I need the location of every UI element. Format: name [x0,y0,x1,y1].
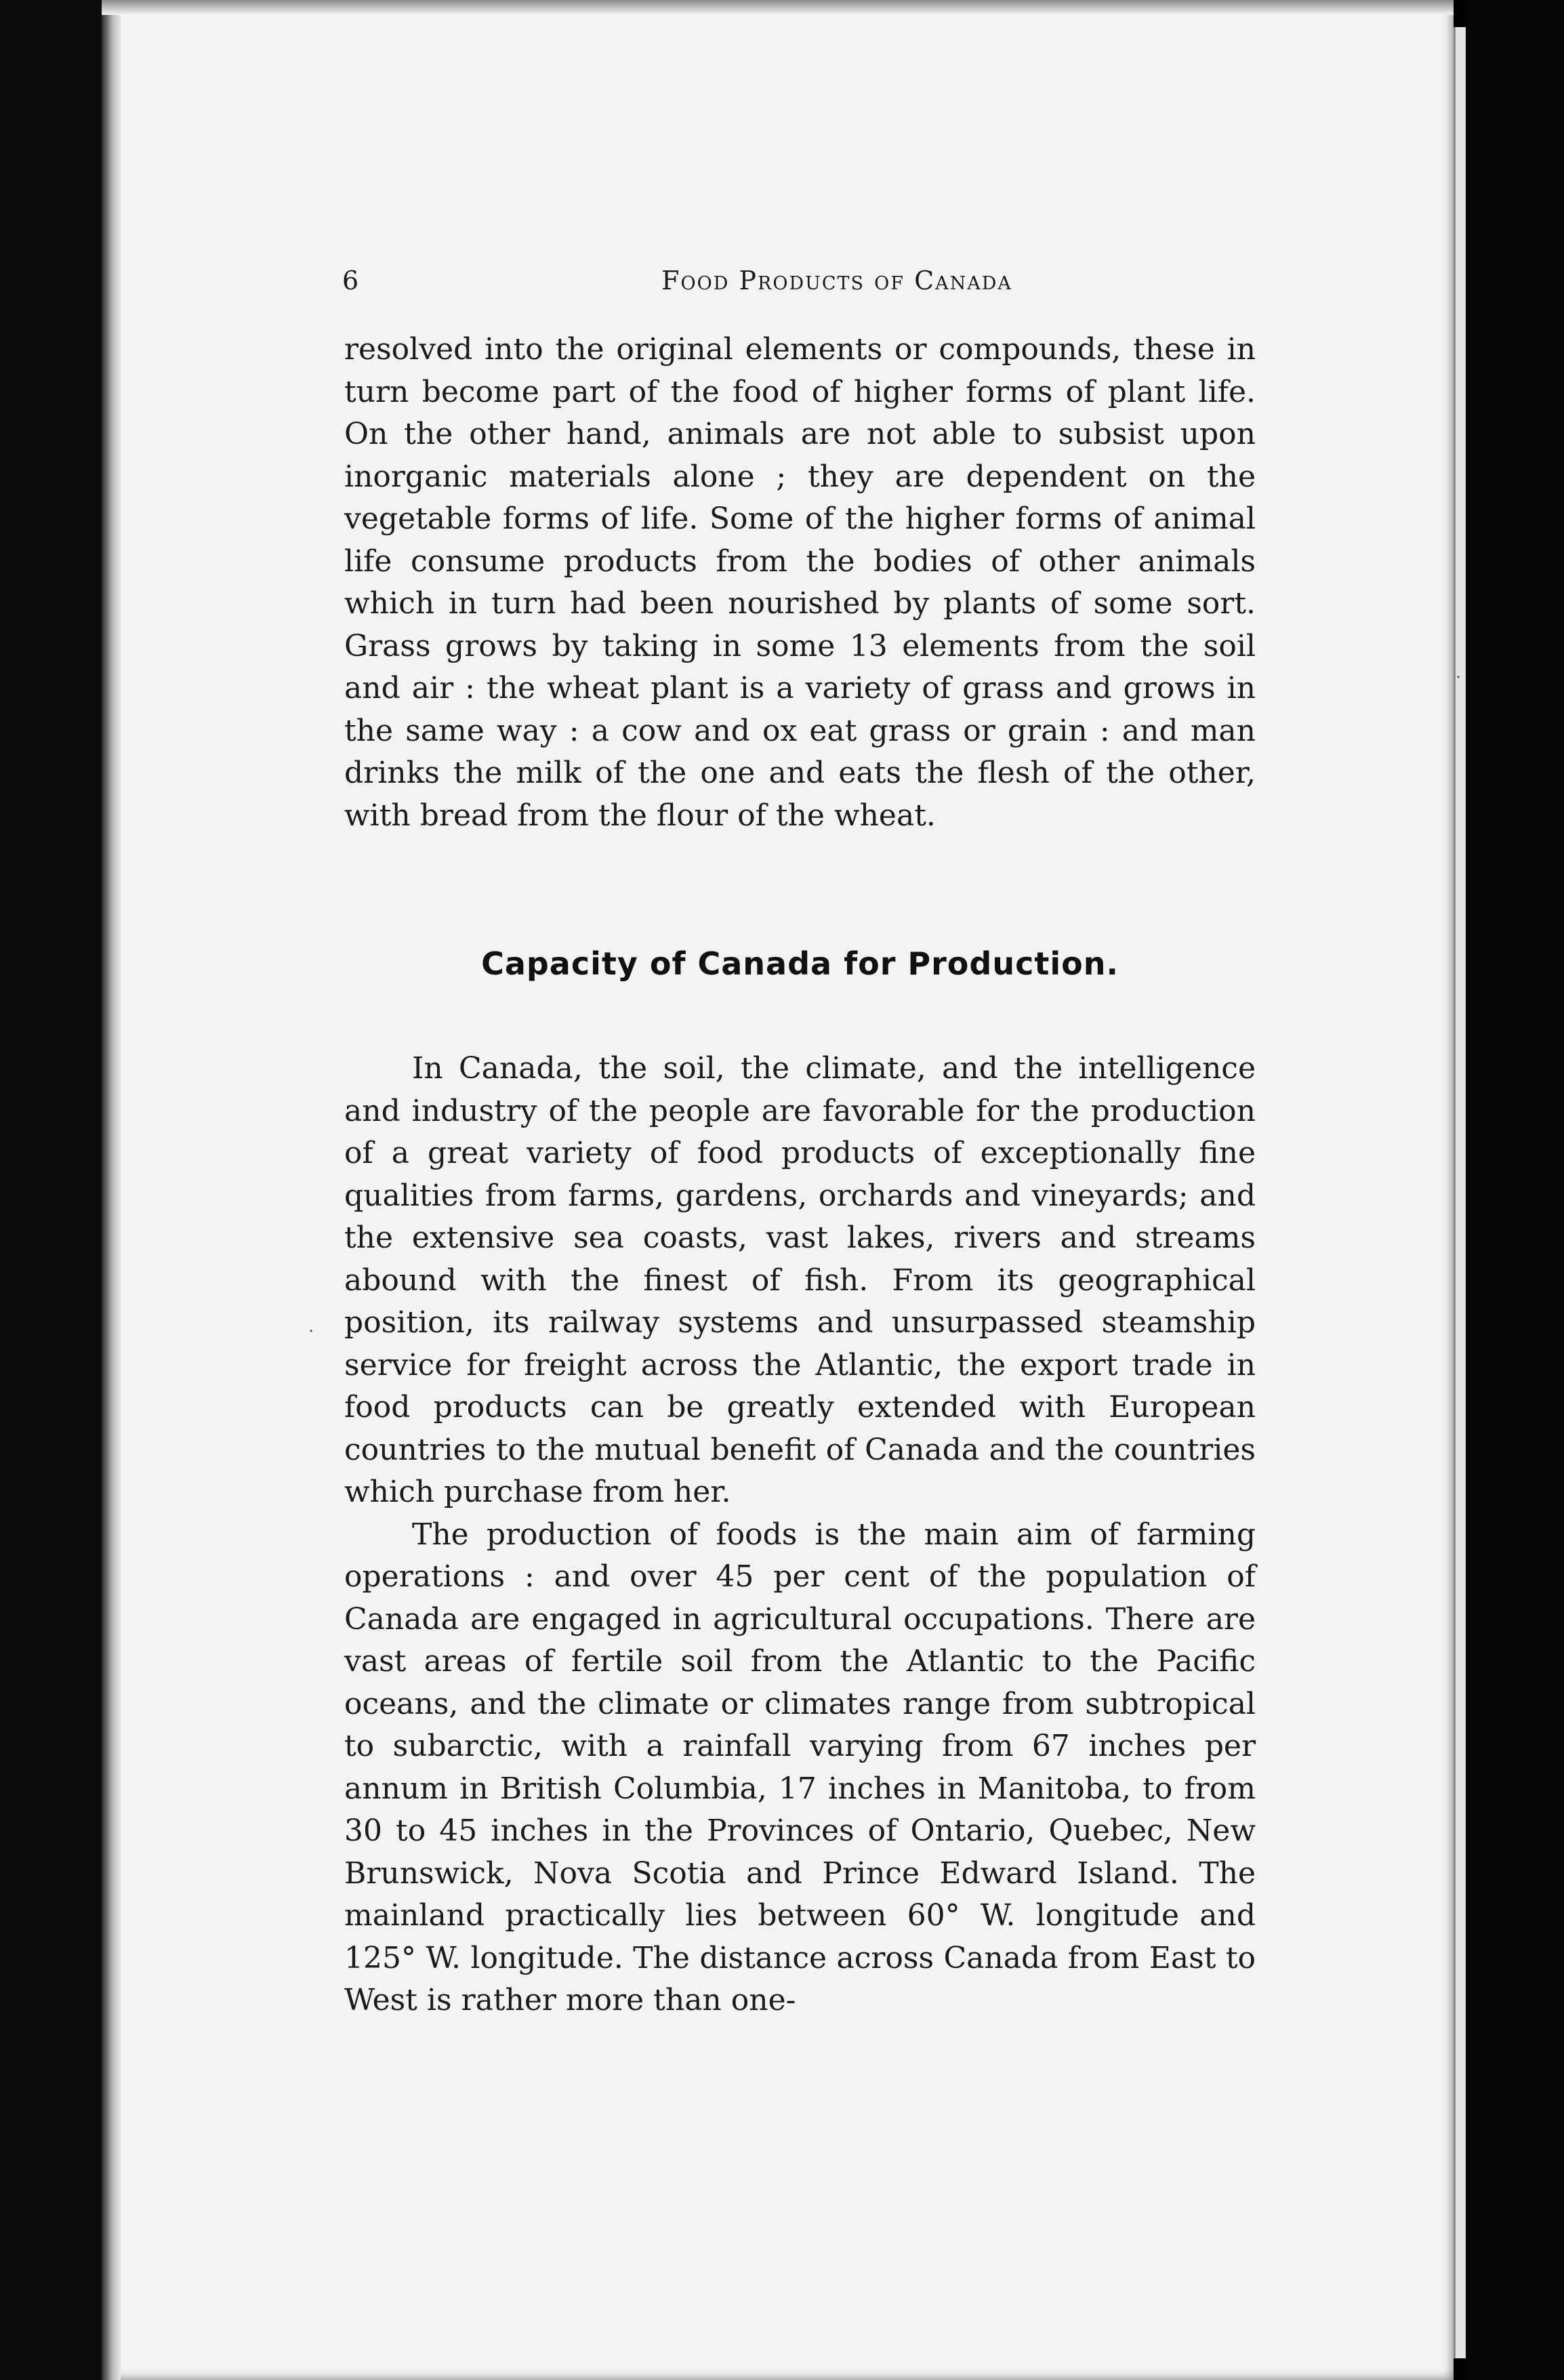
section-heading: Capacity of Canada for Production. [481,945,1119,982]
body-text-bottom [344,1048,1256,2022]
page-top-edge [102,0,1454,15]
page-binding-shadow [102,0,121,2380]
scan-right-margin [1466,0,1564,2380]
body-text-top [344,329,1256,837]
paragraph: In Canada, the soil, the climate, and the intelligence and industry of the people are favorable for the production of a great variety of food products of exceptionally fine qualities from farms, gardens, orchards and vineyards; and the extensive sea coasts, vast lakes, rivers and streams abound with the finest of fish. From its geographical position, its railway systems and unsurpassed steamship service for freight across the Atlantic, the export trade in food products can be greatly extended with European countries to the mutual benefit of Canada and the countries which purchase from her. [344,1051,1256,1509]
running-title: Food Products of Canada [661,266,1012,295]
page-number: 6 [342,266,359,295]
running-header [342,266,1271,306]
scan-left-margin [0,0,102,2380]
margin-speck: · [1456,668,1462,688]
paragraph: resolved into the original elements or compounds, these in turn become part of the food of higher forms of plant life. On the other hand, animals are not able to subsist upon inorganic materials alone ; they are dependent on the vegetable forms of life. Some of the higher forms of animal life consume products from the bodies of other animals which in turn had been nourished by plants of some sort. Grass grows by taking in some 13 elements from the soil and air : the wheat plant is a variety of grass and grows in the same way : a cow and ox eat grass or grain : and man drinks the milk of the one and eats the flesh of the other, with bread from the flour of the wheat. [344,332,1256,833]
paragraph: The production of foods is the main aim of farming operations : and over 45 per cent of the population of Canada are engaged in agricultural occupations. There are vast areas of fertile soil from the Atlantic to the Pacific oceans, and the climate or climates range from subtropical to subarctic, with a rainfall varying from 67 inches per annum in British Columbia, 17 inches in Manitoba, to from 30 to 45 inches in the Provinces of Ontario, Quebec, New Brunswick, Nova Scotia and Prince Edward Island. The mainland practically lies between 60° W. longitude and 125° W. longitude. The distance across Canada from East to West is rather more than one- [344,1517,1256,2017]
margin-speck: · [308,1321,314,1342]
